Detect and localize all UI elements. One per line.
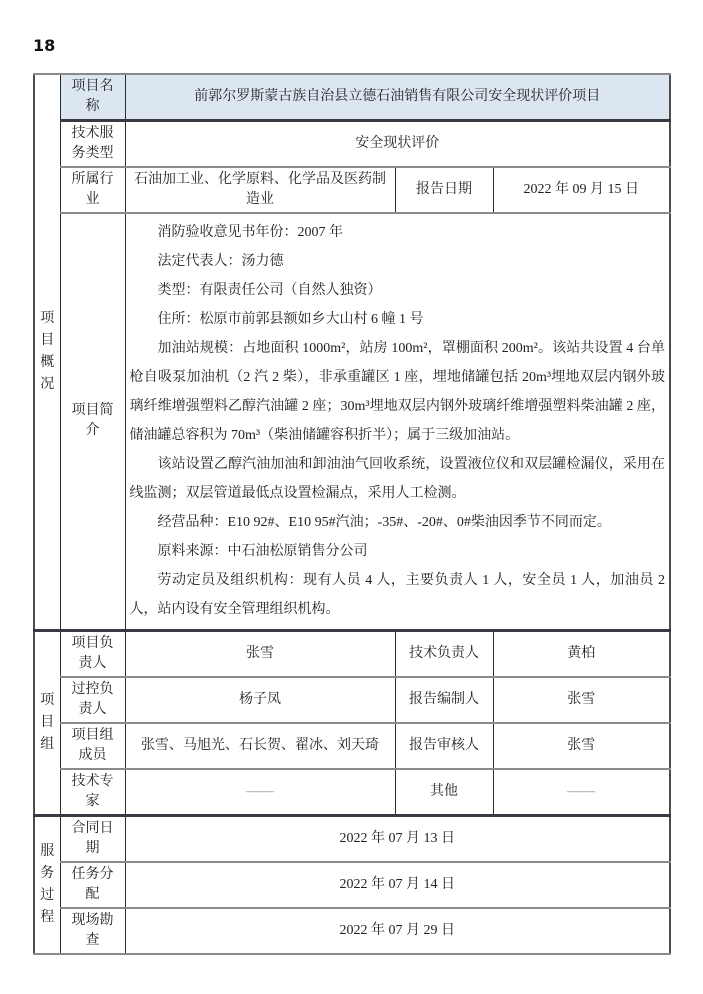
section-overview-label: 项目概况 bbox=[40, 310, 55, 392]
service-type-label: 技术服务类型 bbox=[60, 121, 125, 168]
page-number: 18 bbox=[33, 36, 56, 55]
report-reviewer-value: 张雪 bbox=[493, 723, 670, 769]
brief-paragraph: 消防验收意见书年份：2007 年 bbox=[157, 225, 343, 241]
brief-paragraph: 类型：有限责任公司（自然人独资） bbox=[157, 283, 382, 299]
brief-paragraph: 劳动定员及组织机构：现有人员 4 人，主要负责人 1 人，安全员 1 人，加油员 2 人，站内设有安全管理组织机构。 bbox=[129, 573, 665, 618]
section-process bbox=[34, 815, 60, 954]
project-leader-label: 项目负责人 bbox=[60, 630, 125, 677]
process-control-value: 杨子凤 bbox=[125, 677, 395, 723]
report-writer-value: 张雪 bbox=[493, 677, 670, 723]
site-survey-label: 现场勘查 bbox=[60, 908, 125, 954]
tech-expert-value: —— bbox=[125, 769, 395, 816]
brief-paragraph: 法定代表人：汤力德 bbox=[157, 254, 284, 270]
team-members-value: 张雪、马旭光、石长贺、翟冰、刘天琦 bbox=[125, 723, 395, 769]
service-type-value: 安全现状评价 bbox=[125, 121, 670, 168]
tech-leader-label: 技术负责人 bbox=[395, 630, 493, 677]
other-value: —— bbox=[493, 769, 670, 816]
brief-paragraph: 该站设置乙醇汽油加油和卸油油气回收系统，设置液位仪和双层罐检漏仪，采用在线监测；双层管道最低点设置检漏点，采用人工检测。 bbox=[129, 457, 665, 502]
report-writer-label: 报告编制人 bbox=[395, 677, 493, 723]
project-name-value: 前郭尔罗斯蒙古族自治县立德石油销售有限公司安全现状评价项目 bbox=[125, 74, 670, 121]
brief-paragraph: 原料来源：中石油松原销售分公司 bbox=[157, 544, 368, 560]
brief-paragraph: 住所：松原市前郭县额如乡大山村 6 幢 1 号 bbox=[157, 312, 424, 328]
other-label: 其他 bbox=[395, 769, 493, 816]
team-members-label: 项目组成员 bbox=[60, 723, 125, 769]
task-assign-value: 2022 年 07 月 14 日 bbox=[125, 862, 670, 908]
report-date-label: 报告日期 bbox=[395, 167, 493, 213]
report-reviewer-label: 报告审核人 bbox=[395, 723, 493, 769]
brief-paragraph: 经营品种：E10 92#、E10 95#汽油；-35#、-20#、0#柴油因季节不同而定。 bbox=[157, 515, 611, 531]
project-name-label: 项目名称 bbox=[60, 74, 125, 121]
contract-date-value: 2022 年 07 月 13 日 bbox=[125, 815, 670, 862]
process-control-label: 过控负责人 bbox=[60, 677, 125, 723]
industry-label: 所属行业 bbox=[60, 167, 125, 213]
task-assign-label: 任务分配 bbox=[60, 862, 125, 908]
project-brief-content bbox=[125, 213, 670, 630]
report-date-value: 2022 年 09 月 15 日 bbox=[493, 167, 670, 213]
project-brief-label: 项目简介 bbox=[60, 213, 125, 630]
tech-expert-label: 技术专家 bbox=[60, 769, 125, 816]
industry-value: 石油加工业、化学原料、化学品及医药制造业 bbox=[125, 167, 395, 213]
brief-paragraph: 加油站规模：占地面积 1000m²，站房 100m²，罩棚面积 200m²。该站共设置 4 台单枪自吸泵加油机（2 汽 2 柴），非承重罐区 1 座，埋地储罐包括 20m³埋地双层内钢外玻璃纤维增强塑料乙醇汽油罐 2 座；30m³埋地双层内钢外玻璃纤维增强塑料柴油罐 2 座，储油罐总容积为 70m³（柴油储罐容积折半）；属于三级加油站。 bbox=[129, 341, 665, 444]
section-team-label: 项目组 bbox=[40, 692, 55, 752]
project-info-table bbox=[33, 73, 671, 955]
section-overview bbox=[34, 74, 60, 630]
site-survey-value: 2022 年 07 月 29 日 bbox=[125, 908, 670, 954]
tech-leader-value: 黄柏 bbox=[493, 630, 670, 677]
project-leader-value: 张雪 bbox=[125, 630, 395, 677]
section-team bbox=[34, 630, 60, 815]
section-process-label: 服务过程 bbox=[40, 843, 55, 925]
contract-date-label: 合同日期 bbox=[60, 815, 125, 862]
